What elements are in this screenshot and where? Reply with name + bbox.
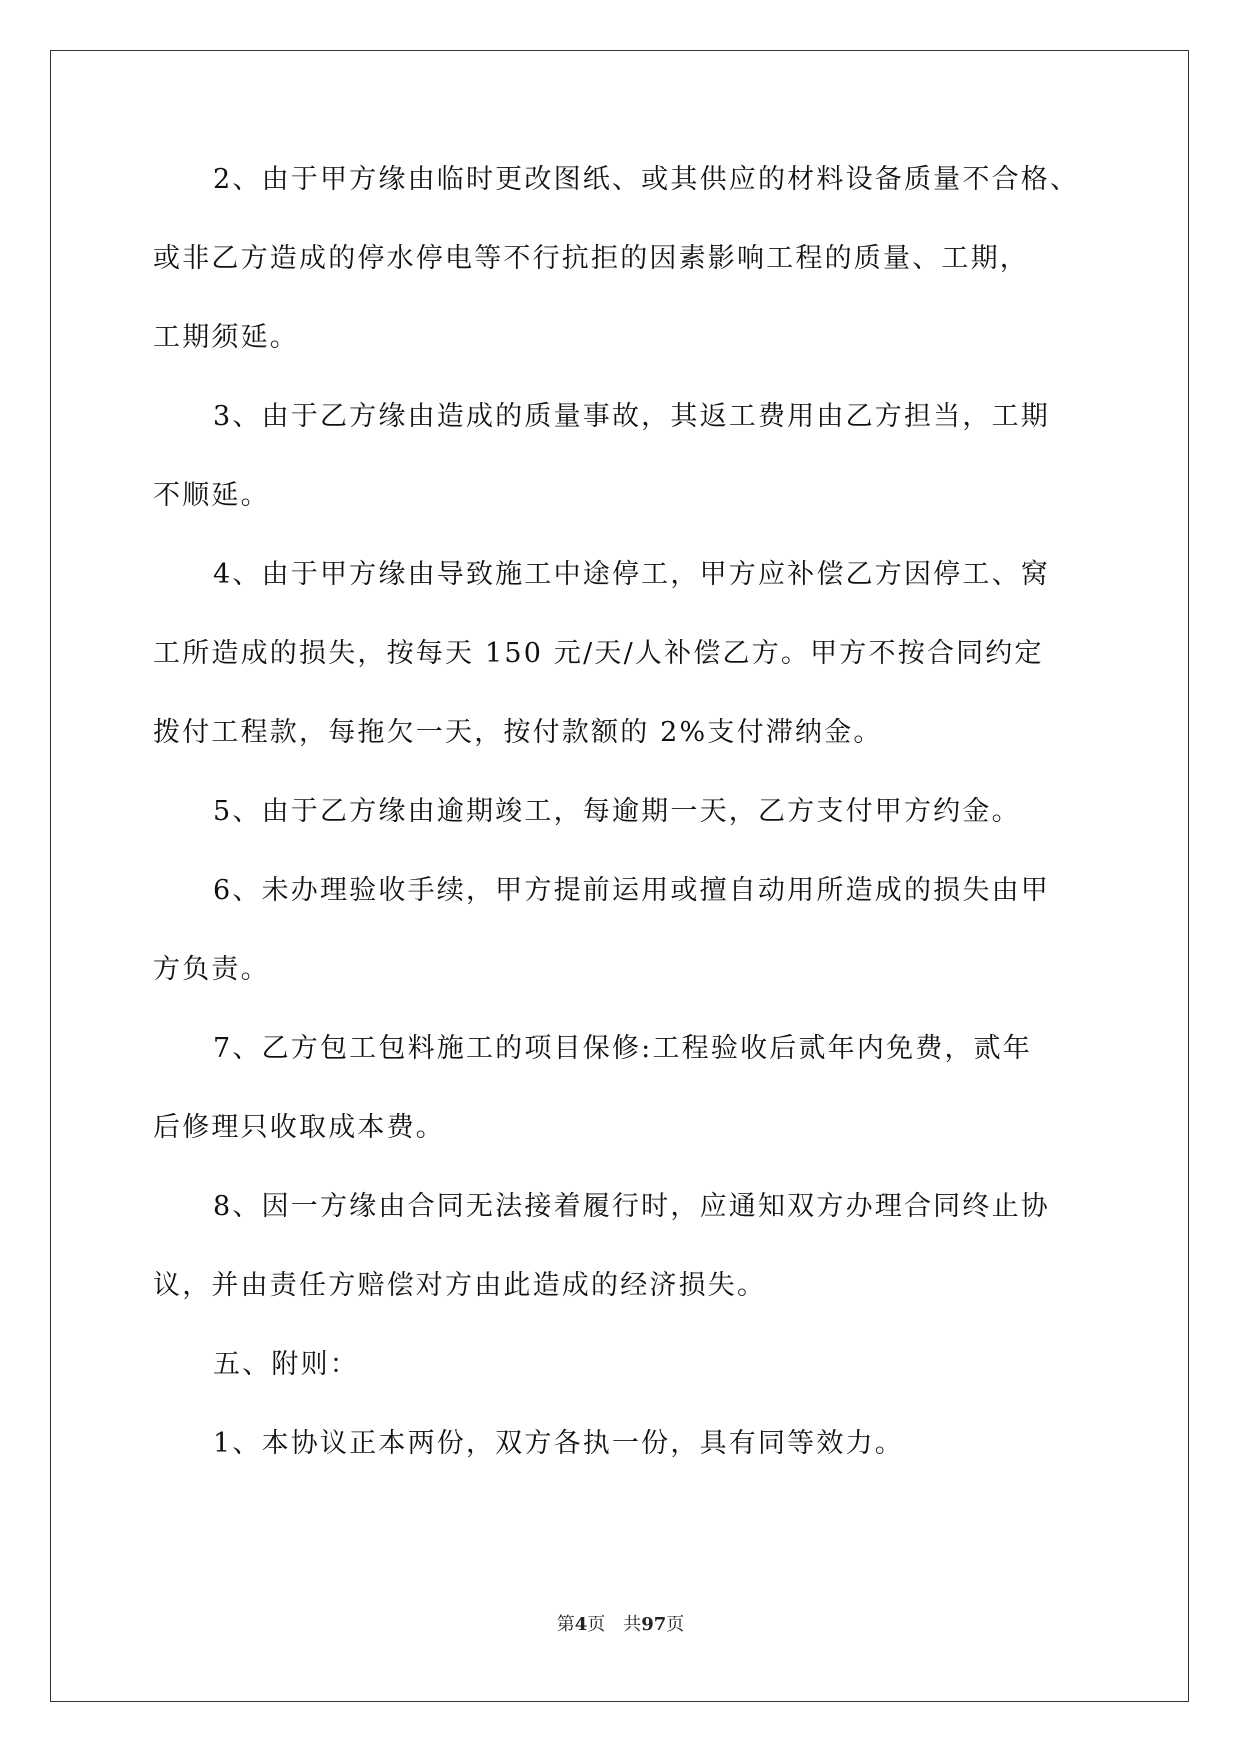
page-suffix: 页 xyxy=(587,1614,606,1635)
paragraph-line: 方负责。 xyxy=(153,954,270,985)
paragraph-line: 工期须延。 xyxy=(153,322,299,353)
paragraph-line: 不顺延。 xyxy=(153,480,270,511)
paragraph-line: 1、本协议正本两份，双方各执一份，具有同等效力。 xyxy=(213,1428,904,1459)
paragraph-line: 3、由于乙方缘由造成的质量事故，其返工费用由乙方担当，工期 xyxy=(213,401,1050,432)
paragraph-line: 5、由于乙方缘由逾期竣工，每逾期一天，乙方支付甲方约金。 xyxy=(213,796,1021,827)
total-prefix: 共 xyxy=(623,1614,642,1635)
page-number: 4 xyxy=(574,1614,588,1635)
page-footer xyxy=(0,1610,1241,1636)
paragraph-line: 2、由于甲方缘由临时更改图纸、或其供应的材料设备质量不合格、 xyxy=(213,164,1080,195)
paragraph-line: 或非乙方造成的停水停电等不行抗拒的因素影响工程的质量、工期， xyxy=(153,243,1029,274)
paragraph-line: 议，并由责任方赔偿对方由此造成的经济损失。 xyxy=(153,1270,767,1301)
section-heading: 五、附则： xyxy=(213,1349,359,1380)
paragraph-line: 工所造成的损失，按每天 150 元/天/人补偿乙方。甲方不按合同约定 xyxy=(153,638,1044,669)
paragraph-line: 7、乙方包工包料施工的项目保修:工程验收后贰年内免费，贰年 xyxy=(213,1033,1033,1064)
total-pages: 97 xyxy=(641,1614,667,1635)
paragraph-line: 8、因一方缘由合同无法接着履行时，应通知双方办理合同终止协 xyxy=(213,1191,1050,1222)
page-prefix: 第 xyxy=(556,1614,575,1635)
paragraph-line: 4、由于甲方缘由导致施工中途停工，甲方应补偿乙方因停工、窝 xyxy=(213,559,1050,590)
document-body xyxy=(153,160,1093,1503)
total-suffix: 页 xyxy=(666,1614,685,1635)
paragraph-line: 拨付工程款，每拖欠一天，按付款额的 2%支付滞纳金。 xyxy=(153,717,883,748)
paragraph-line: 后修理只收取成本费。 xyxy=(153,1112,445,1143)
paragraph-line: 6、未办理验收手续，甲方提前运用或擅自动用所造成的损失由甲 xyxy=(213,875,1050,906)
